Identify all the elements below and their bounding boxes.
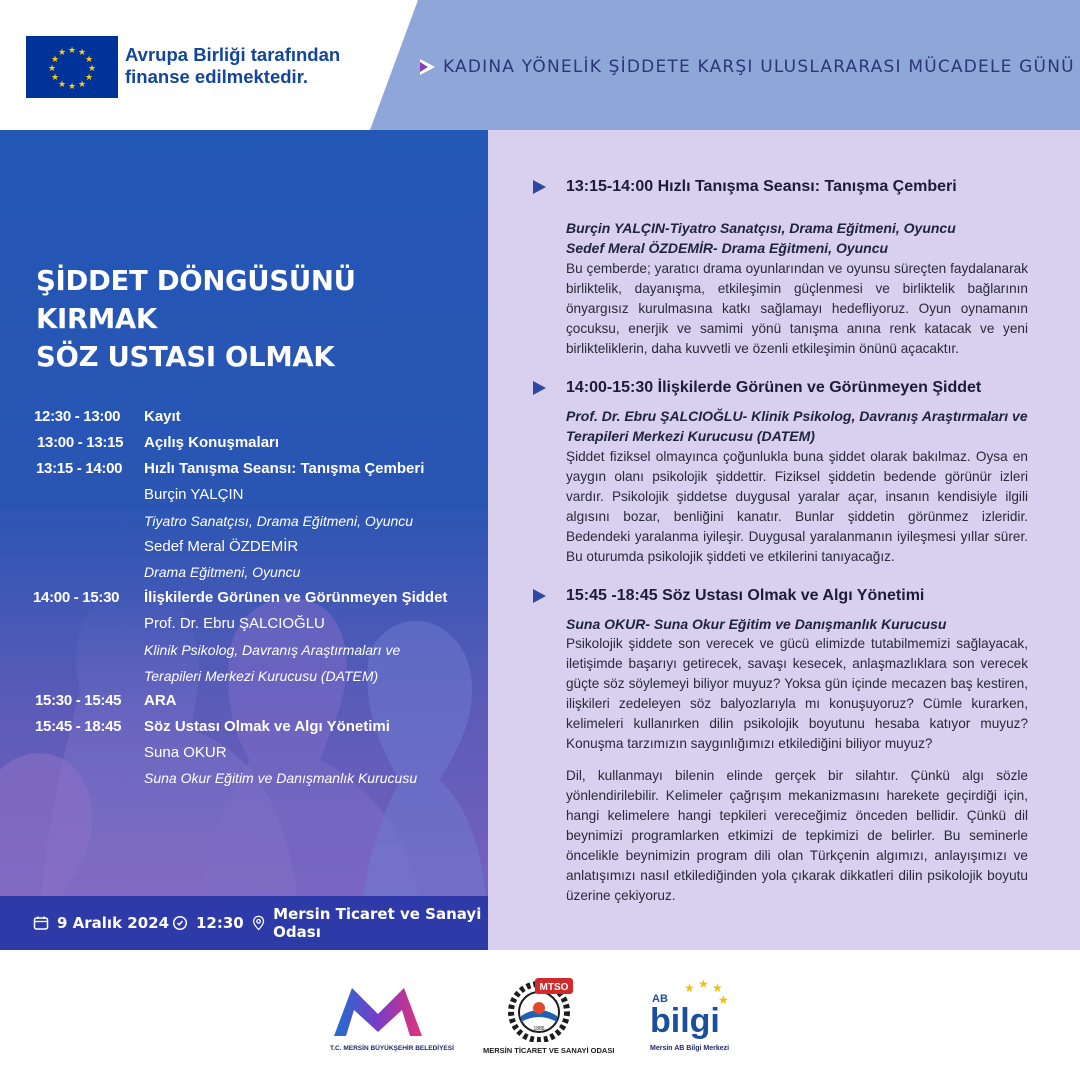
eu-funding-line2: finanse edilmektedir. bbox=[125, 66, 309, 87]
svg-text:★: ★ bbox=[57, 80, 67, 90]
svg-text:★: ★ bbox=[77, 80, 87, 90]
schedule-time: 13:00 - 13:15 bbox=[37, 434, 124, 451]
event-time bbox=[172, 914, 244, 932]
schedule-item: İlişkilerde Görünen ve Görünmeyen Şiddet bbox=[144, 589, 448, 606]
event-title-text: KADINA YÖNELİK ŞİDDETE KARŞI ULUSLARARASI MÜCADELE GÜNÜ bbox=[443, 57, 1075, 77]
event-time-text: 12:30 bbox=[196, 914, 244, 932]
main-title bbox=[36, 262, 476, 376]
arrow-bullet-icon bbox=[533, 180, 546, 194]
section-heading bbox=[533, 379, 981, 397]
eu-funding-text bbox=[125, 44, 385, 88]
ab-bilgi-caption: Mersin AB Bilgi Merkezi bbox=[650, 1045, 730, 1052]
schedule-item: Kayıt bbox=[144, 408, 181, 425]
schedule-time: 15:45 - 18:45 bbox=[35, 718, 122, 735]
schedule-time: 13:15 - 14:00 bbox=[36, 460, 123, 477]
main-title-line1: ŞİDDET DÖNGÜSÜNÜ KIRMAK bbox=[36, 265, 356, 335]
speaker-role: Tiyatro Sanatçısı, Drama Eğitmeni, Oyuncu bbox=[144, 513, 414, 529]
section-heading-text: 15:45 -18:45 Söz Ustası Olmak ve Algı Yönetimi bbox=[566, 587, 925, 604]
section-description: Bu çemberde; yaratıcı drama oyunlarından ve oyunsu süreçten faydalanarak birliktelik, dayanışma, etkileşimin güçlenmesi ve birliktelik bağlarının önyargısız kurulmasına katkı sağlamayı hedefliyoruz. Oyun oynamanın çocuksu, enerjik ve samimi yönü tanışma anına renk katacak ve yeni birlikteliklerin, daha kuvvetli ve özenli etkileşimin önünü açacaktır. bbox=[566, 261, 1028, 356]
svg-text:★: ★ bbox=[87, 64, 97, 74]
mtso-badge-text: MTSO bbox=[539, 982, 569, 993]
svg-text:★: ★ bbox=[84, 73, 94, 83]
svg-text:★: ★ bbox=[718, 993, 729, 1007]
section-description-2: Dil, kullanmayı bilenin elinde gerçek bir silahtır. Çünkü algı sözle yönlendirilebilir. Kelimeler çağrışım mekanizmasını harekete geçirdiği için, hangi kelimelere hangi tepkileri vereceğimiz önceden bellidir. Çünkü dil beynimizi programlarken etkimizi de tepkimizi de belirler. Bu seminerle öncelikle beynimizin program dili olan Türkçenin algımızı, anlayışımızı ve anlatışımızı nasıl etkilediğinden yola çıkarak dikkatleri dilin psikolojik boyutu üzerine çekiyoruz. bbox=[566, 768, 1028, 903]
speaker-role: Drama Eğitmeni, Oyuncu bbox=[144, 564, 301, 580]
speaker-role: Klinik Psikolog, Davranış Araştırmaları ve bbox=[144, 642, 401, 658]
mtso-caption: MERSİN TİCARET VE SANAYİ ODASI bbox=[483, 1046, 615, 1055]
main-title-line2: SÖZ USTASI OLMAK bbox=[36, 341, 335, 373]
location-pin-icon bbox=[252, 914, 265, 932]
partner-logos bbox=[0, 950, 1080, 1080]
svg-text:★: ★ bbox=[684, 981, 695, 995]
section-description: Şiddet fiziksel olmayınca çoğunlukla buna şiddet olarak bakılmaz. Oysa en yaygın olanı psikolojik şiddettir. Fiziksel şiddetin bedende görünür izleri vardır. Psikolojik şiddetse duygusal yaralar açar, insanın kendisiyle ilgili algısını bozar, benliğini kanatır. Bunlar şiddetin görünmez izleridir. Bedendeki yaralanma iyileşir. Duygusal yaralanmanın iyileşmesi yıllar sürer. Bu oturumda psikolojik şiddeti ve etkilerini tanıyacağız. bbox=[566, 449, 1028, 564]
svg-text:★: ★ bbox=[57, 48, 67, 58]
svg-text:★: ★ bbox=[47, 64, 57, 74]
schedule-item: Açılış Konuşmaları bbox=[144, 434, 280, 451]
ab-bilgi-logo-icon bbox=[648, 978, 732, 1040]
event-date bbox=[33, 914, 169, 932]
speaker-name: Prof. Dr. Ebru ŞALCIOĞLU bbox=[144, 615, 325, 632]
speaker-role: Terapileri Merkezi Kurucusu (DATEM) bbox=[144, 668, 379, 684]
schedule-item: Söz Ustası Olmak ve Algı Yönetimi bbox=[144, 718, 390, 735]
svg-text:★: ★ bbox=[67, 46, 77, 56]
speaker-name: Sedef Meral ÖZDEMİR bbox=[144, 538, 299, 555]
ab-bilgi-word: bilgi bbox=[650, 1002, 720, 1040]
eu-funding-line1: Avrupa Birliği tarafından bbox=[125, 44, 341, 65]
mtso-year-text: 1886 bbox=[533, 1026, 545, 1032]
svg-text:★: ★ bbox=[77, 48, 87, 58]
svg-text:★: ★ bbox=[712, 981, 723, 995]
schedule-time: 14:00 - 15:30 bbox=[33, 589, 120, 606]
speaker-role: Suna Okur Eğitim ve Danışmanlık Kurucusu bbox=[144, 770, 418, 786]
schedule-item: Hızlı Tanışma Seansı: Tanışma Çemberi bbox=[144, 460, 425, 477]
svg-text:★: ★ bbox=[84, 55, 94, 65]
svg-text:★: ★ bbox=[67, 82, 77, 92]
mtso-logo-icon bbox=[505, 976, 575, 1042]
schedule-time: 12:30 - 13:00 bbox=[34, 408, 121, 425]
section-speakers: Suna OKUR- Suna Okur Eğitim ve Danışmanlık Kurucusu bbox=[566, 616, 947, 632]
section-speakers: Burçin YALÇIN-Tiyatro Sanatçısı, Drama Eğitmeni, Oyuncu Sedef Meral ÖZDEMİR- Drama Eğitmeni, Oyuncu bbox=[566, 220, 956, 256]
svg-text:★: ★ bbox=[50, 55, 60, 65]
mersin-metropolitan-logo-icon bbox=[330, 980, 426, 1040]
calendar-icon bbox=[33, 915, 49, 931]
mbb-caption: T.C. MERSİN BÜYÜKŞEHİR BELEDİYESİ bbox=[330, 1045, 454, 1052]
section-description: Psikolojik şiddete son verecek ve gücü elimizde tutabilmemizi sağlayacak, iletişimde başarıyı getirecek, savaşı kesecek, anlaşmazlıklara son verecek güçte söz söylemeyi biliyor muyuz? Yoksa gün içinde mecazen baş kestiren, ilişkileri zedeleyen söz balyozlarıyla mı konuşuyoruz? Cümle kurarken, kelimeleri kullanırken dilin psikolojik boyutunu hesaba katıyor muyuz? Konuşma tarzımızın saygınlığımızı etkilediğini biliyor muyuz? bbox=[566, 636, 1028, 751]
section-heading bbox=[533, 178, 957, 196]
event-place bbox=[252, 905, 488, 941]
schedule-time: 15:30 - 15:45 bbox=[35, 692, 122, 709]
schedule-item: ARA bbox=[144, 692, 177, 709]
event-place-text: Mersin Ticaret ve Sanayi Odası bbox=[273, 905, 482, 941]
arrow-bullet-icon bbox=[533, 381, 546, 395]
section-speakers: Prof. Dr. Ebru ŞALCIOĞLU- Klinik Psikolog, Davranış Araştırmaları ve Terapileri Merkezi Kurucusu (DATEM) bbox=[566, 408, 1028, 444]
section-heading-text: 14:00-15:30 İlişkilerde Görünen ve Görünmeyen Şiddet bbox=[566, 379, 982, 396]
clock-icon bbox=[172, 915, 188, 931]
left-panel bbox=[0, 130, 488, 950]
svg-text:★: ★ bbox=[698, 978, 709, 991]
speaker-name: Burçin YALÇIN bbox=[144, 486, 244, 503]
svg-text:★: ★ bbox=[50, 73, 60, 83]
play-arrow-icon bbox=[420, 59, 435, 75]
section-heading bbox=[533, 587, 924, 605]
event-date-text: 9 Aralık 2024 bbox=[57, 914, 170, 932]
ab-small-text: AB bbox=[652, 993, 668, 1005]
event-info-strip bbox=[0, 896, 488, 950]
arrow-bullet-icon bbox=[533, 589, 546, 603]
event-title bbox=[420, 57, 1075, 77]
speaker-name: Suna OKUR bbox=[144, 744, 227, 761]
eu-flag-icon bbox=[26, 36, 118, 98]
section-heading-text: 13:15-14:00 Hızlı Tanışma Seansı: Tanışma Çemberi bbox=[566, 178, 957, 195]
